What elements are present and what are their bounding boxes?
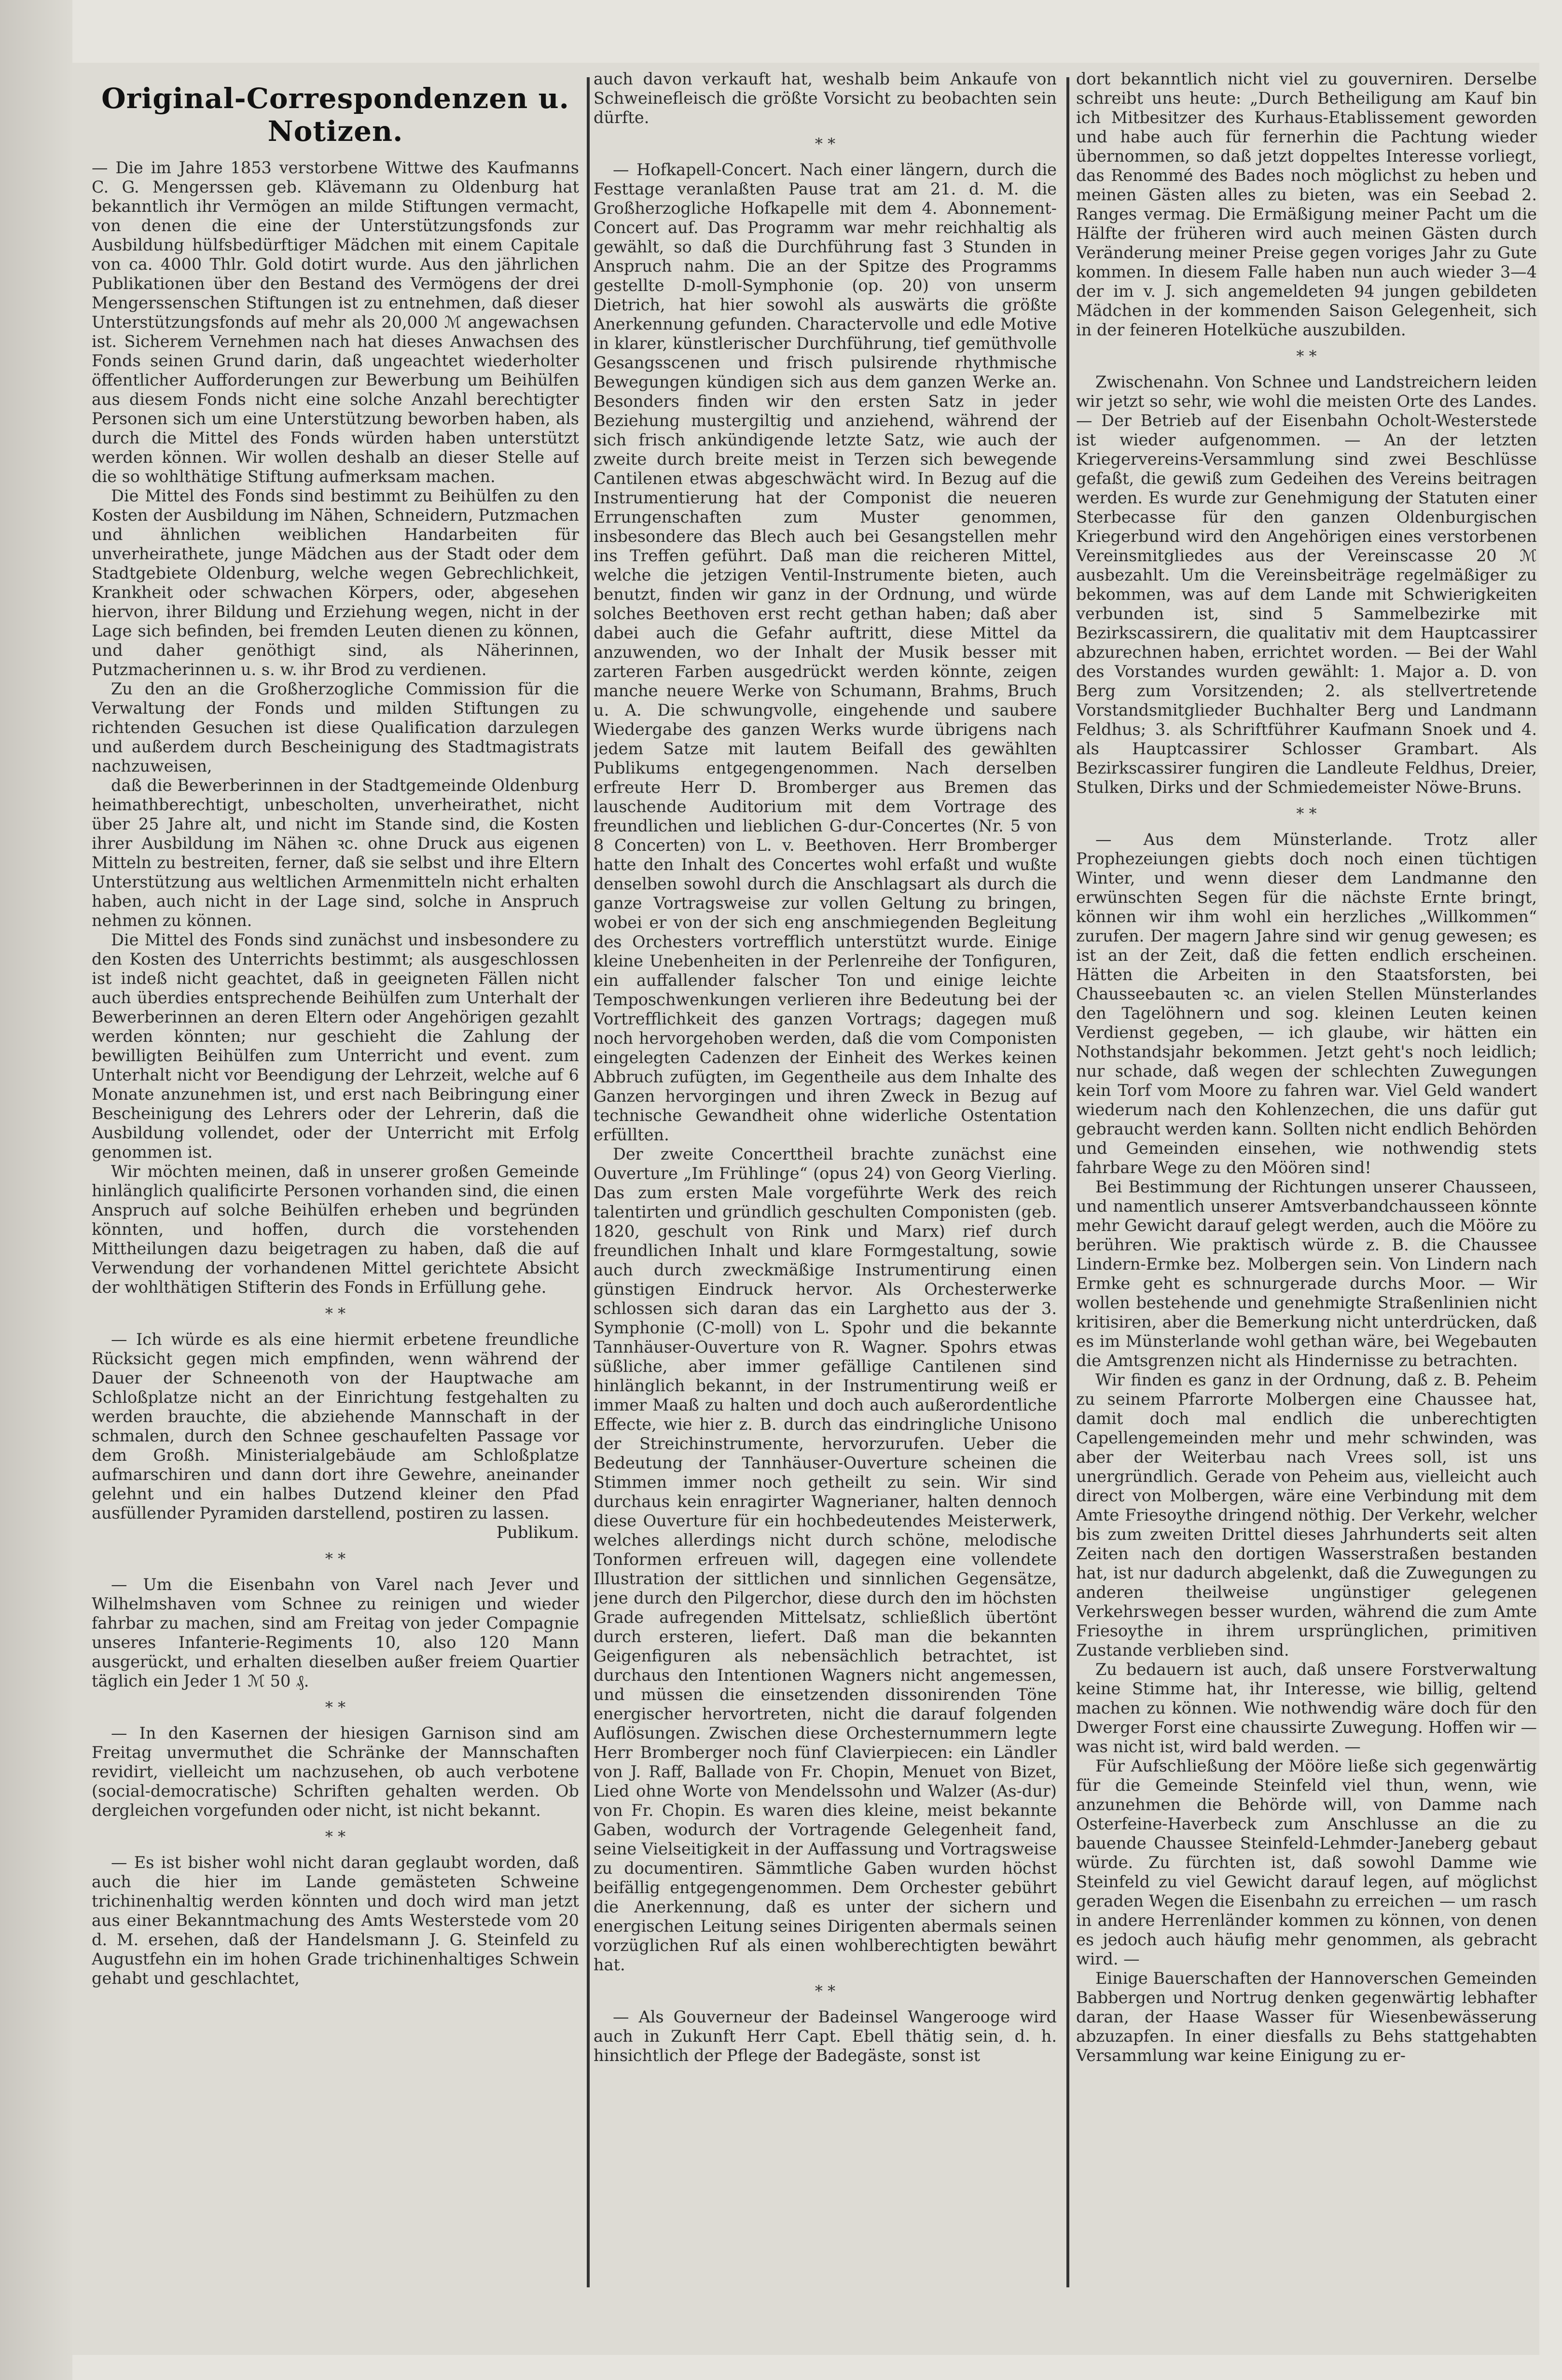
article-text: Zu bedauern ist auch, daß unsere Forstverwaltung keine Stimme hat, ihr Interesse, wie billig, geltend machen zu können. Wie nothwendig wäre doch für den Dwerger Forst eine chaussirte Zuwegung. Hoffen wir — was nicht ist, wird bald werden. —: [1076, 1660, 1537, 1756]
article-text: — Hofkapell-Concert. Nach einer längern, durch die Festtage veranlaßten Pause trat am 21. d. M. die Großherzogliche Hofkapelle mit dem 4. Abonnement-Concert auf. Das Programm war mehr reichhaltig als gewählt, so daß die Durchführung fast 3 Stunden in Anspruch nahm. Die an der Spitze des Programms gestellte D-moll-Symphonie (op. 20) von unserm Dietrich, hat hier sowohl als auswärts die größte Anerkennung gefunden. Charactervolle und edle Motive in klarer, künstlerischer Durchführung, tief gemüthvolle Gesangsscenen und frisch pulsirende rhythmische Bewegungen kündigen sich aus dem ganzen Werke an. Besonders finden wir den ersten Satz in jeder Beziehung mustergiltig und anziehend, während der sich frisch ankündigende letzte Satz, wie auch der zweite durch breite meist in Terzen sich bewegende Cantilenen etwas abgeschwächt wird. In Bezug auf die Instrumentierung hat der Componist die neueren Errungenschaften zum Muster genommen, insbesondere das Blech auch bei Gesangstellen mehr ins Treffen geführt. Daß man die reicheren Mittel, welche die jetzigen Ventil-Instrumente bieten, auch benutzt, finden wir ganz in der Ordnung, und würde solches Beethoven erst recht gethan haben; daß aber dabei auch die Gefahr auftritt, diese Mittel da anzuwenden, wo der Inhalt der Musik besser mit zarteren Farben ausgedrückt werden könnte, zeigen manche neuere Werke von Schumann, Brahms, Bruch u. A. Die schwungvolle, eingehende und saubere Wiedergabe des ganzen Werks wurde übrigens nach jedem Satze mit lautem Beifall des gewählten Publikums entgegengenommen. Nach derselben erfreute Herr D. Bromberger aus Bremen das lauschende Auditorium mit dem Vortrage des freundlichen und lieblichen G-dur-Concertes (Nr. 5 von 8 Concerten) von L. v. Beethoven. Herr Bromberger hatte den Inhalt des Concertes wohl erfaßt und wußte denselben sowohl durch die Anschlagsart als durch die ganze Vortragsweise zur vollen Geltung zu bringen, wobei er von der sich eng anschmiegenden Begleitung des Orchesters vortrefflich unterstützt wurde. Einige kleine Unebenheiten in der Perlenreihe der Tonfiguren, ein auffallender falscher Ton und einige leichte Temposchwenkungen verlieren ihre Bedeutung bei der Vortrefflichkeit des ganzen Vortrags; dagegen muß noch hervorgehoben werden, daß die vom Componisten eingelegten Cadenzen der Einheit des Werkes keinen Abbruch zufügten, im Gegentheile aus dem Inhalte des Ganzen hervorgingen und ihren Zweck in Bezug auf technische Gewandheit ohne widerliche Ostentation erfüllten.: [594, 160, 1057, 1144]
article-text: — In den Kasernen der hiesigen Garnison sind am Freitag unvermuthet die Schränke der Mannschaften revidirt, vielleicht um nachzusehen, ob auch verbotene (social-democratische) Schriften gehalten werden. Ob dergleichen vorgefunden oder nicht, ist nicht bekannt.: [92, 1724, 579, 1820]
article-text: — Die im Jahre 1853 verstorbene Wittwe des Kaufmanns C. G. Mengerssen geb. Klävemann zu Oldenburg hat bekanntlich ihr Vermögen an milde Stiftungen vermacht, von denen die eine der Unterstützungsfonds zur Ausbildung hülfsbedürftiger Mädchen mit einem Capitale von ca. 4000 Thlr. Gold dotirt wurde. Aus den jährlichen Publikationen über den Bestand des Vermögens der drei Mengerssenschen Stiftungen ist zu entnehmen, daß dieser Unterstützungsfonds auf mehr als 20,000 ℳ angewachsen ist. Sicherem Vernehmen nach hat dieses Anwachsen des Fonds seinen Grund darin, daß ungeachtet wiederholter öffentlicher Aufforderungen zur Bewerbung um Beihülfen aus diesem Fonds nicht eine solche Anzahl berechtigter Personen sich um eine Unterstützung beworben haben, als durch die Mittel des Fonds würden haben unterstützt werden können. Wir wollen deshalb an dieser Stelle auf die so wohlthätige Stiftung aufmerksam machen.: [92, 158, 579, 486]
article-text: Der zweite Concerttheil brachte zunächst eine Ouverture „Im Frühlinge“ (opus 24) von Georg Vierling. Das zum ersten Male vorgeführte Werk des reich talentirten und gründlich geschulten Componisten (geb. 1820, geschult von Rink und Marx) rief durch freundlichen Inhalt und klare Formgestaltung, sowie auch durch zweckmäßige Instrumentirung einen günstigen Eindruck hervor. Als Orchesterwerke schlossen sich daran das ein Larghetto aus der 3. Symphonie (C-moll) von L. Spohr und die bekannte Tannhäuser-Ouverture von R. Wagner. Spohrs etwas süßliche, aber immer gefällige Cantilenen sind hinlänglich bekannt, in der Instrumentirung weiß er immer Maaß zu halten und doch auch außerordentliche Effecte, wie hier z. B. durch das eindringliche Unisono der Streichinstrumente, hervorzurufen. Ueber die Bedeutung der Tannhäuser-Ouverture scheinen die Stimmen immer noch getheilt zu sein. Wir sind durchaus kein enragirter Wagnerianer, halten dennoch diese Ouverture für ein hochbedeutendes Meisterwerk, welches allerdings nicht durch schöne, melodische Tonformen erfreuen will, dagegen eine vollendete Illustration der sittlichen und sinnlichen Gegensätze, jene durch den Pilgerchor, diese durch den im höchsten Grade aufregenden Mittelsatz, schließlich übertönt durch ersteren, liefert. Daß man die bekannten Geigenfiguren als nebensächlich betrachtet, ist durchaus den Intentionen Wagners nicht angemessen, und müssen die einsetzenden dissonirenden Töne energischer hervortreten, nicht die darauf folgenden Auflösungen. Zwischen diese Orchesternummern legte Herr Bromberger noch fünf Clavierpiecen: ein Ländler von J. Raff, Ballade von Fr. Chopin, Menuet von Bizet, Lied ohne Worte von Mendelssohn und Walzer (As-dur) von Fr. Chopin. Es waren dies kleine, meist bekannte Gaben, wodurch der Vortragende Gelegenheit fand, seine Vielseitigkeit in der Auffassung und Vortragsweise zu documentiren. Sämmtliche Gaben wurden höchst beifällig entgegengenommen. Dem Orchester gebührt die Anerkennung, daß es unter der sichern und energischen Leitung seines Dirigenten abermals seinen vorzüglichen Ruf als einen wohlberechtigten bewährt hat.: [594, 1145, 1057, 1974]
article-text: Die Mittel des Fonds sind zunächst und insbesondere zu den Kosten des Unterrichts bestimmt; als ausgeschlossen ist indeß nicht geachtet, daß in geeigneten Fällen nicht auch überdies entsprechende Beihülfen zum Unterhalt der Bewerberinnen an deren Eltern oder Angehörigen gezahlt werden könnten; nur geschieht die Zahlung der bewilligten Beihülfen zum Unterricht und event. zum Unterhalt nicht vor Beendigung der Lehrzeit, welche auf 6 Monate anzunehmen ist, und erst nach Beibringung einer Bescheinigung des Lehrers oder der Lehrerin, daß die Ausbildung vollendet, oder der Unterricht mit Erfolg genommen ist.: [92, 930, 579, 1162]
article-text: — Aus dem Münsterlande. Trotz aller Prophezeiungen giebts doch noch einen tüchtigen Winter, und wenn dieser dem Landmanne den erwünschten Segen für die nächste Ernte bringt, können wir ihm wohl ein herzliches „Willkommen“ zurufen. Der magern Jahre sind wir genug gewesen; es ist an der Zeit, daß die fetten endlich erscheinen. Hätten die Arbeiten in den Staatsforsten, bei Chausseebauten ꝛc. an vielen Stellen Münsterlandes den Tagelöhnern und sog. kleinen Leuten keinen Verdienst gegeben, — ich glaube, wir hätten ein Nothstandsjahr bekommen. Jetzt geht's noch leidlich; nur schade, daß wegen der schlechten Zuwegungen kein Torf vom Moore zu fahren war. Viel Geld wandert wiederum nach den Kohlenzechen, die uns dafür gut gebraucht werden kann. Sollten nicht endlich Behörden und Gemeinden einsehen, wie nothwendig stets fahrbare Wege zu den Möören sind!: [1076, 830, 1537, 1177]
article-text: — Um die Eisenbahn von Varel nach Jever und Wilhelmshaven vom Schnee zu reinigen und wieder fahrbar zu machen, sind am Freitag von jeder Compagnie unseres Infanterie-Regiments 10, also 120 Mann ausgerückt, und erhalten dieselben außer freiem Quartier täglich ein Jeder 1 ℳ 50 ₰.: [92, 1575, 579, 1690]
separator: * *: [325, 1698, 346, 1716]
article-text: Zu den an die Großherzogliche Commission für die Verwaltung der Fonds und milden Stiftungen zu richtenden Gesuchen ist diese Qualification darzulegen und außerdem durch Bescheinigung des Stadtmagistrats nachzuweisen,: [92, 679, 579, 775]
article-text: Zwischenahn. Von Schnee und Landstreichern leiden wir jetzt so sehr, wie wohl die meisten Orte des Landes. — Der Betrieb auf der Eisenbahn Ocholt-Westerstede ist wieder aufgenommen. — An der letzten Kriegervereins-Versammlung sind zwei Beschlüsse gefaßt, die gewiß zum Gedeihen des Vereins beitragen werden. Es wurde zur Genehmigung der Statuten einer Sterbecasse für den ganzen Oldenburgischen Kriegerbund wird den Angehörigen eines verstorbenen Vereinsmitgliedes aus der Vereinscasse 20 ℳ ausbezahlt. Um die Vereinsbeiträge regelmäßiger zu bekommen, was auf dem Lande mit Schwierigkeiten verbunden ist, sind 5 Sammelbezirke mit Bezirkscassirern, die qualitativ mit dem Hauptcassirer abzurechnen haben, errichtet worden. — Bei der Wahl des Vorstandes wurden gewählt: 1. Major a. D. von Berg zum Vorsitzenden; 2. als stellvertretende Vorstandsmitglieder Buchhalter Berg und Landmann Feldhus; 3. als Schriftführer Kaufmann Snoek und 4. als Hauptcassirer Schlosser Grambart. Als Bezirkscassirer fungiren die Landleute Feldhus, Dreier, Stulken, Dirks und der Schmiedemeister Nöwe-Bruns.: [1076, 373, 1537, 797]
separator: * *: [815, 1982, 836, 2000]
article-text: Für Aufschließung der Mööre ließe sich gegenwärtig für die Gemeinde Steinfeld viel thun, wenn, wie anzunehmen die Behörde will, von Damme nach Osterfeine-Haverbeck zum Anschlusse an die zu bauende Chaussee Steinfeld-Lehmder-Janeberg gebaut würde. Zu fürchten ist, daß sowohl Damme wie Steinfeld zu viel Gewicht darauf legen, auf möglichst geraden Wegen die Eisenbahn zu erreichen — um rasch in andere Herrenländer kommen zu können, von denen es jedoch auch häufig mehr genommen, als gebracht wird. —: [1076, 1757, 1537, 1968]
article-text: Die Mittel des Fonds sind bestimmt zu Beihülfen zu den Kosten der Ausbildung im Nähen, Schneidern, Putzmachen und ähnlichen weiblichen Handarbeiten für unverheirathete, junge Mädchen aus der Stadt oder dem Stadtgebiete Oldenburg, welche wegen Gebrechlichkeit, Krankheit oder schwachen Körpers, oder, abgesehen hiervon, ihrer Bildung und Erziehung wegen, nicht in der Lage sich befinden, bei fremden Leuten dienen zu können, und daher genöthigt sind, als Näherinnen, Putzmacherinnen u. s. w. ihr Brod zu verdienen.: [92, 486, 579, 679]
article-text: dort bekanntlich nicht viel zu gouverniren. Derselbe schreibt uns heute: „Durch Betheiligung am Kauf bin ich Mitbesitzer des Kurhaus-Etablissement geworden und habe auch für fernerhin die Pachtung wieder übernommen, so daß jetzt doppeltes Interesse vorliegt, das Renommé des Bades noch möglichst zu heben und meinen Gästen alles zu bieten, was ein Seebad 2. Ranges vermag. Die Ermäßigung meiner Pacht um die Hälfte der früheren wird auch meinen Gästen durch Veränderung meiner Preise gegen voriges Jahr zu Gute kommen. In diesem Falle haben nun auch wieder 3—4 der im v. J. sich angemeldeten 94 jungen gebildeten Mädchen in der kommenden Saison Gelegenheit, sich in der feineren Hotelküche auszubilden.: [1076, 69, 1537, 339]
column-1: [92, 63, 579, 1988]
article-text: auch davon verkauft hat, weshalb beim Ankaufe von Schweinefleisch die größte Vorsicht zu beobachten sein dürfte.: [594, 69, 1057, 127]
article-text: daß die Bewerberinnen in der Stadtgemeinde Oldenburg heimathberechtigt, unbescholten, unverheirathet, nicht über 25 Jahre alt, und nicht im Stande sind, die Kosten ihrer Ausbildung im Nähen ꝛc. ohne Druck aus eigenen Mitteln zu bestreiten, ferner, daß sie selbst und ihre Eltern Unterstützung aus weltlichen Armenmitteln nicht erhalten haben, auch nicht in der Lage sind, solche in Anspruch nehmen zu können.: [92, 776, 579, 930]
article-text: Einige Bauerschaften der Hannoverschen Gemeinden Babbergen und Nortrug denken gegenwärtig lebhafter daran, der Haase Wasser für Wiesenbewässerung abzuzapfen. In einer diesfalls zu Behs stattgehabten Versammlung war keine Einigung zu er-: [1076, 1969, 1537, 2065]
article-text: — Als Gouverneur der Badeinsel Wangerooge wird auch in Zukunft Herr Capt. Ebell thätig sein, d. h. hinsichtlich der Pflege der Badegäste, sonst ist: [594, 2007, 1057, 2065]
newspaper-page: [72, 63, 1539, 2355]
separator: * *: [1296, 347, 1317, 365]
separator: * *: [325, 1550, 346, 1568]
separator: * *: [815, 135, 836, 153]
article-text: Wir finden es ganz in der Ordnung, daß z. B. Peheim zu seinem Pfarrorte Molbergen eine Chaussee hat, damit doch mal endlich die unberechtigten Capellengemeinden mehr und mehr schwinden, was aber der Weiterbau nach Vrees soll, ist uns unergründlich. Gerade von Peheim aus, vielleicht auch direct von Molbergen, wäre eine Verbindung mit dem Amte Friesoythe dringend nöthig. Der Verkehr, welcher bis zum zweiten Drittel dieses Jahrhunderts seit alten Zeiten nach den dortigen Wasserstraßen bestanden hat, ist nur dadurch abgelenkt, daß die Zuwegungen zu anderen theilweise ungünstiger gelegenen Verkehrswegen besser wurden, während die zum Amte Friesoythe in ihrem ursprünglichen, primitiven Zustande verblieben sind.: [1076, 1370, 1537, 1660]
signature: Publikum.: [496, 1523, 579, 1542]
column-rule: [587, 77, 590, 2287]
article-text: — Ich würde es als eine hiermit erbetene freundliche Rücksicht gegen mich empfinden, wenn während der Dauer der Schneenoth von der Hauptwache am Schloßplatze nicht an der Einrichtung festgehalten zu werden brauchte, die abziehende Mannschaft in der schmalen, durch den Schnee geschaufelten Passage vor dem Großh. Ministerialgebäude am Schloßplatze aufmarschiren und dann dort ihre Gewehre, aneinander gelehnt und ein halbes Dutzend kleiner den Pfad ausfüllender Pyramiden darstellend, postiren zu lassen.: [92, 1330, 579, 1522]
separator: * *: [325, 1304, 346, 1323]
page-shadow: [0, 0, 72, 2380]
section-heading: Original-Correspondenzen u. Notizen.: [101, 82, 569, 148]
separator: * *: [1296, 804, 1317, 823]
article-text: — Es ist bisher wohl nicht daran geglaubt worden, daß auch die hier im Lande gemästeten Schweine trichinenhaltig werden könnten und doch wird man jetzt aus einer Bekanntmachung des Amts Westerstede vom 20 d. M. ersehen, daß der Handelsmann J. G. Steinfeld zu Augustfehn ein im hohen Grade trichinenhaltiges Schwein gehabt und geschlachtet,: [92, 1853, 579, 1988]
top-spacer: [594, 63, 1057, 69]
top-spacer: [1076, 63, 1537, 69]
column-2: [594, 63, 1057, 2065]
article-text: Bei Bestimmung der Richtungen unserer Chausseen, und namentlich unserer Amtsverbandchausseen könnte mehr Gewicht darauf gelegt werden, auch die Mööre zu berühren. Wie praktisch würde z. B. die Chaussee Lindern-Ermke bez. Molbergen sein. Von Lindern nach Ermke geht es schnurgerade durchs Moor. — Wir wollen bestehende und genehmigte Straßenlinien nicht kritisiren, aber die Bemerkung nicht unterdrücken, daß es im Münsterlande wohl gethan wäre, bei Wegebauten die Amtsgrenzen nicht als Hindernisse zu betrachten.: [1076, 1177, 1537, 1370]
column-rule: [1066, 77, 1069, 2287]
article-text: Wir möchten meinen, daß in unserer großen Gemeinde hinlänglich qualificirte Personen vorhanden sind, die einen Anspruch auf solche Beihülfen erheben und begründen könnten, und hoffen, durch die vorstehenden Mittheilungen dazu beigetragen zu haben, daß die auf Verwendung der vorhandenen Mittel gerichtete Absicht der wohlthätigen Stifterin des Fonds in Erfüllung gehe.: [92, 1162, 579, 1297]
column-3: [1076, 63, 1537, 2065]
separator: * *: [325, 1827, 346, 1846]
